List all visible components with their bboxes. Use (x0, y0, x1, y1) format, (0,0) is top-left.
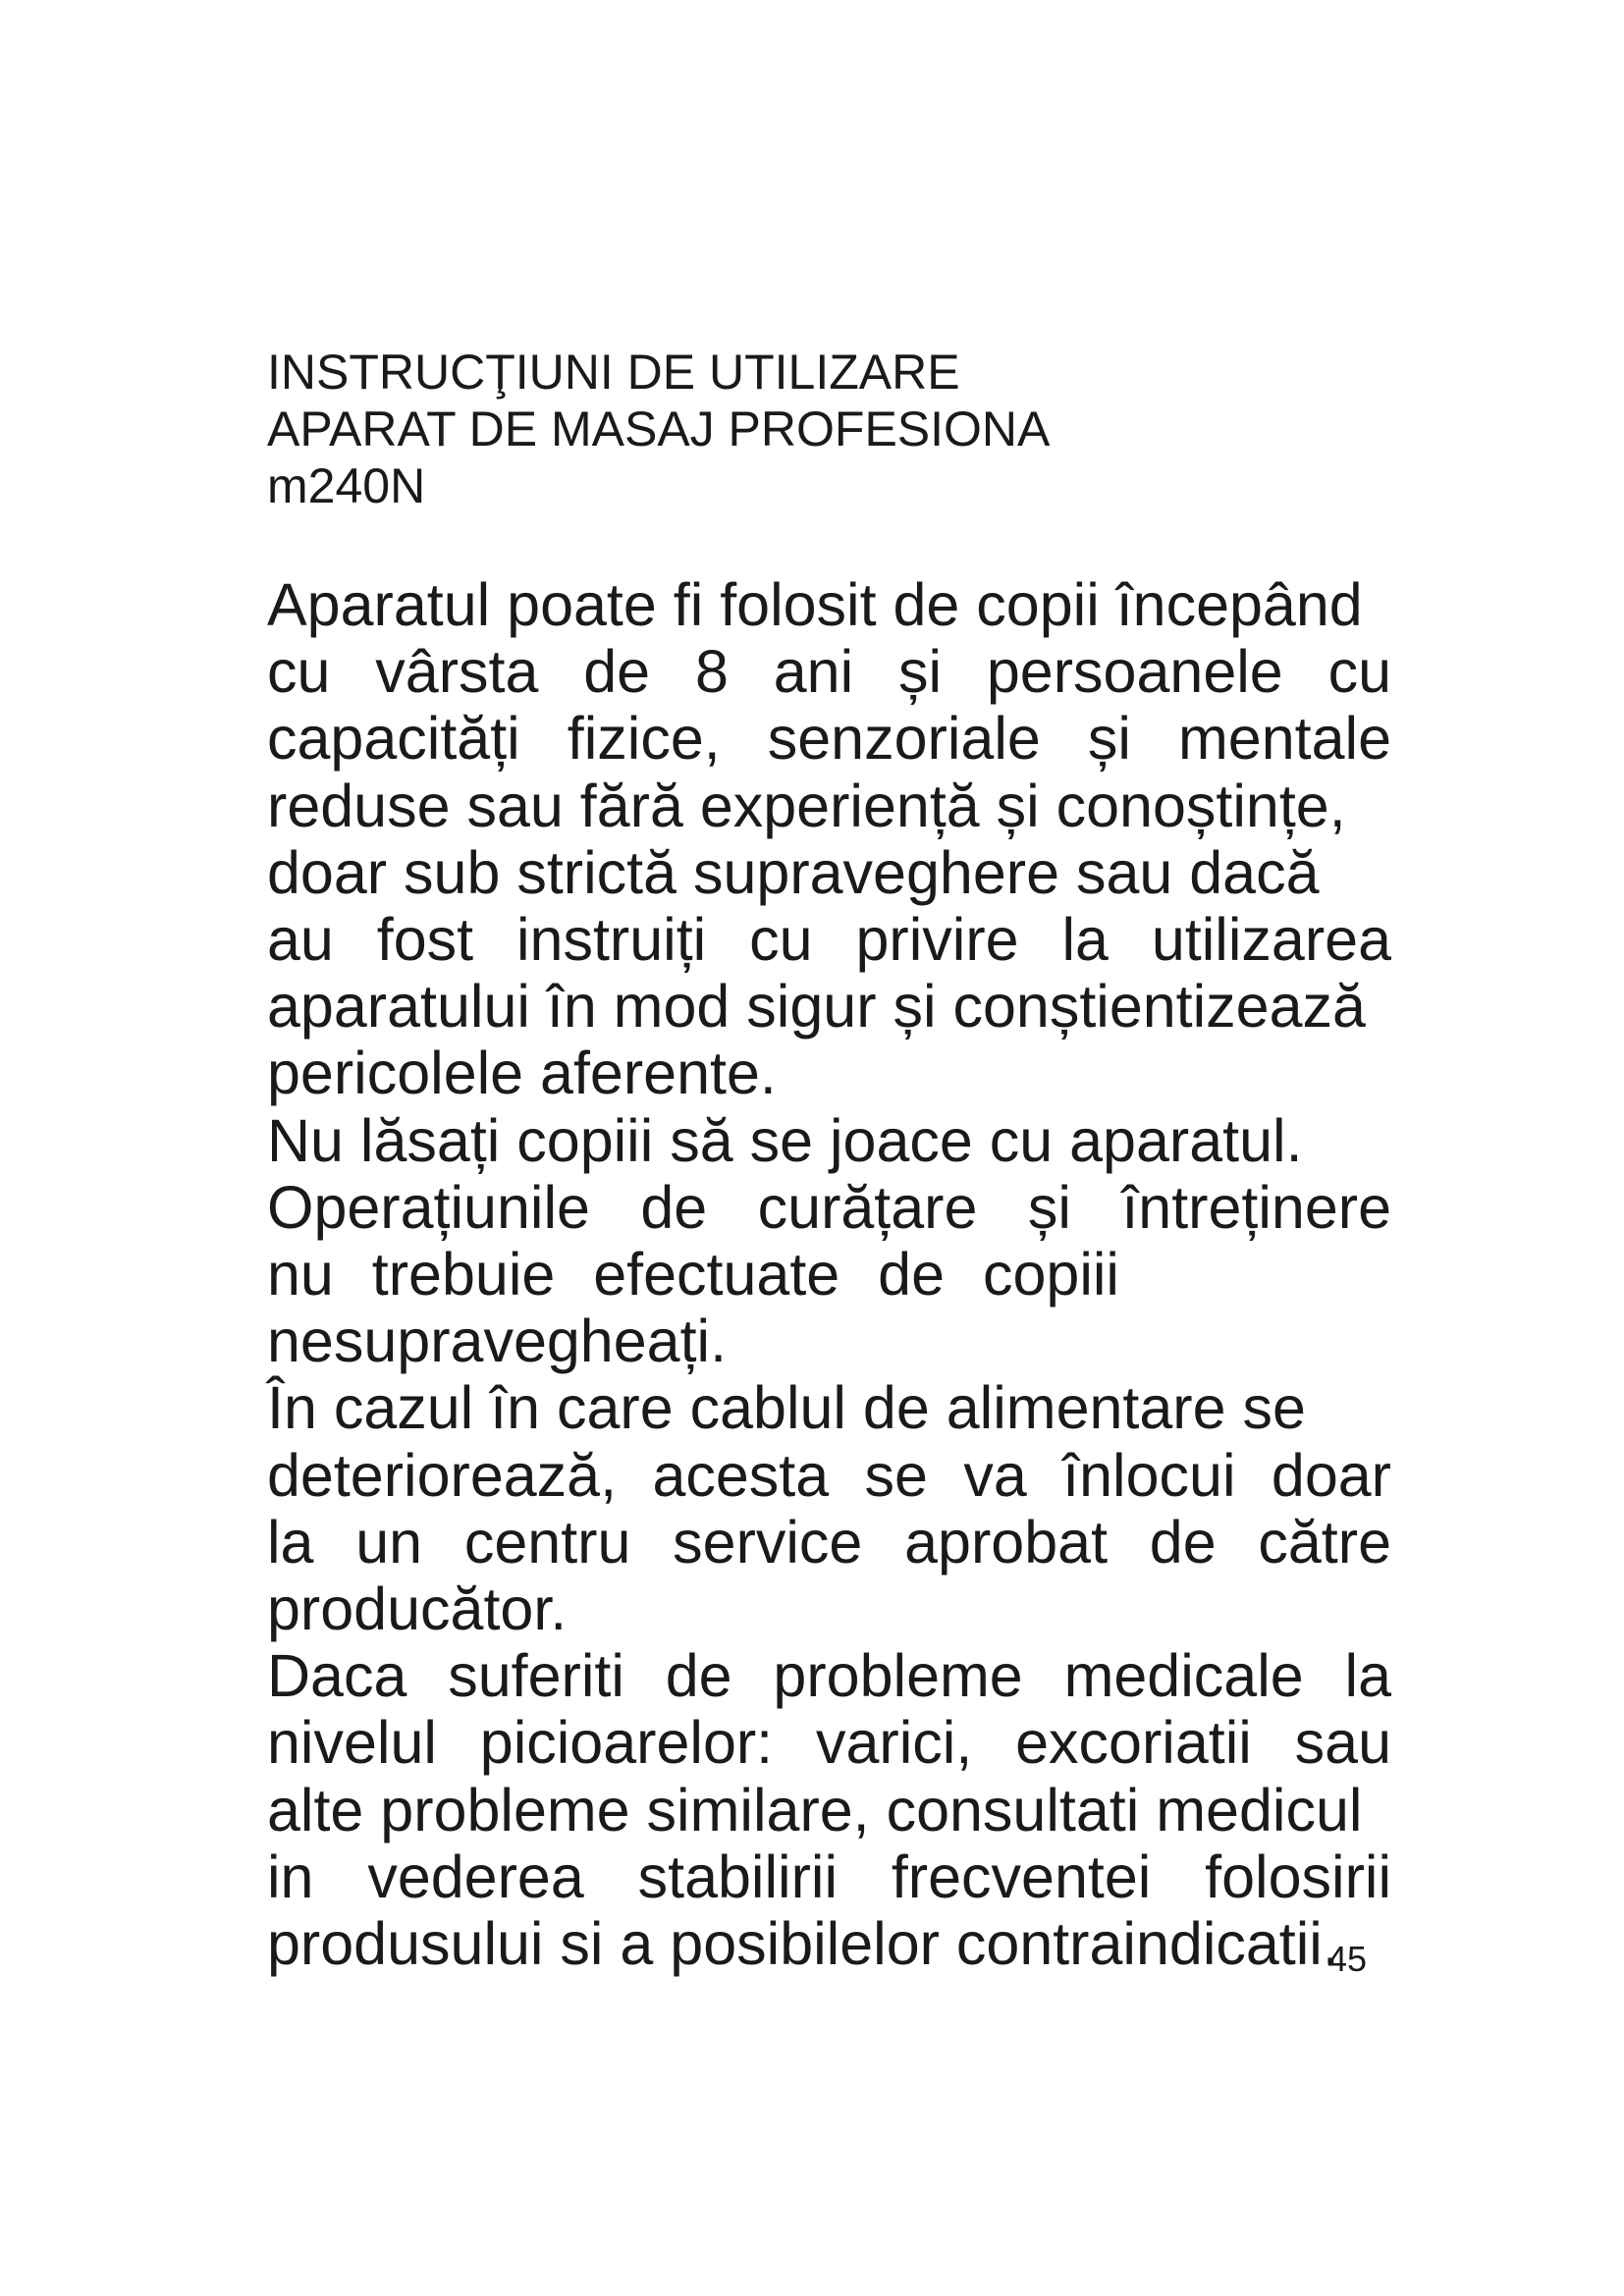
body-line: in vederea stabilirii frecventei folosirii (267, 1842, 1391, 1910)
document-header (267, 344, 1347, 514)
body-line: nivelul picioarelor: varici, excoriatii sau (267, 1709, 1391, 1777)
body-line: Nu lăsați copiii să se joace cu aparatul. (267, 1106, 1303, 1174)
body-line: Daca suferiti de probleme medicale la (267, 1642, 1391, 1710)
body-line: alte probleme similare, consultati medicul (267, 1776, 1363, 1843)
body-line: deteriorează, acesta se va înlocui doar (267, 1441, 1391, 1509)
body-line: În cazul în care cablul de alimentare se (267, 1374, 1306, 1442)
body-line: aparatului în mod sigur și conștientizează (267, 973, 1366, 1041)
body-line: pericolele aferente. (267, 1040, 777, 1107)
body-line: cu vârsta de 8 ani și persoanele cu (267, 638, 1391, 706)
body-line: doar sub strictă supraveghere sau dacă (267, 838, 1320, 906)
body-line: nu trebuie efectuate de copiii (267, 1241, 1119, 1308)
body-line: au fost instruiți cu privire la utilizarea (267, 906, 1391, 974)
instructions-body (267, 571, 1391, 1977)
body-line: producător. (267, 1575, 568, 1643)
body-line: la un centru service aprobat de către (267, 1508, 1391, 1575)
page-number: 45 (1327, 1939, 1368, 1979)
body-line: produsului si a posibilelor contraindicatii. (267, 1910, 1339, 1978)
header-model-number: m240N (267, 458, 426, 513)
header-product-name: APARAT DE MASAJ PROFESIONA (267, 401, 1051, 456)
body-line: nesupravegheați. (267, 1308, 728, 1375)
body-line: capacități fizice, senzoriale și mentale (267, 705, 1391, 773)
header-title: INSTRUCŢIUNI DE UTILIZARE (267, 345, 960, 400)
body-line: Aparatul poate fi folosit de copii începând (267, 571, 1363, 638)
body-line: reduse sau fără experiență și conoștințe, (267, 772, 1346, 839)
body-line: Operațiunile de curățare și întreținere (267, 1173, 1391, 1241)
